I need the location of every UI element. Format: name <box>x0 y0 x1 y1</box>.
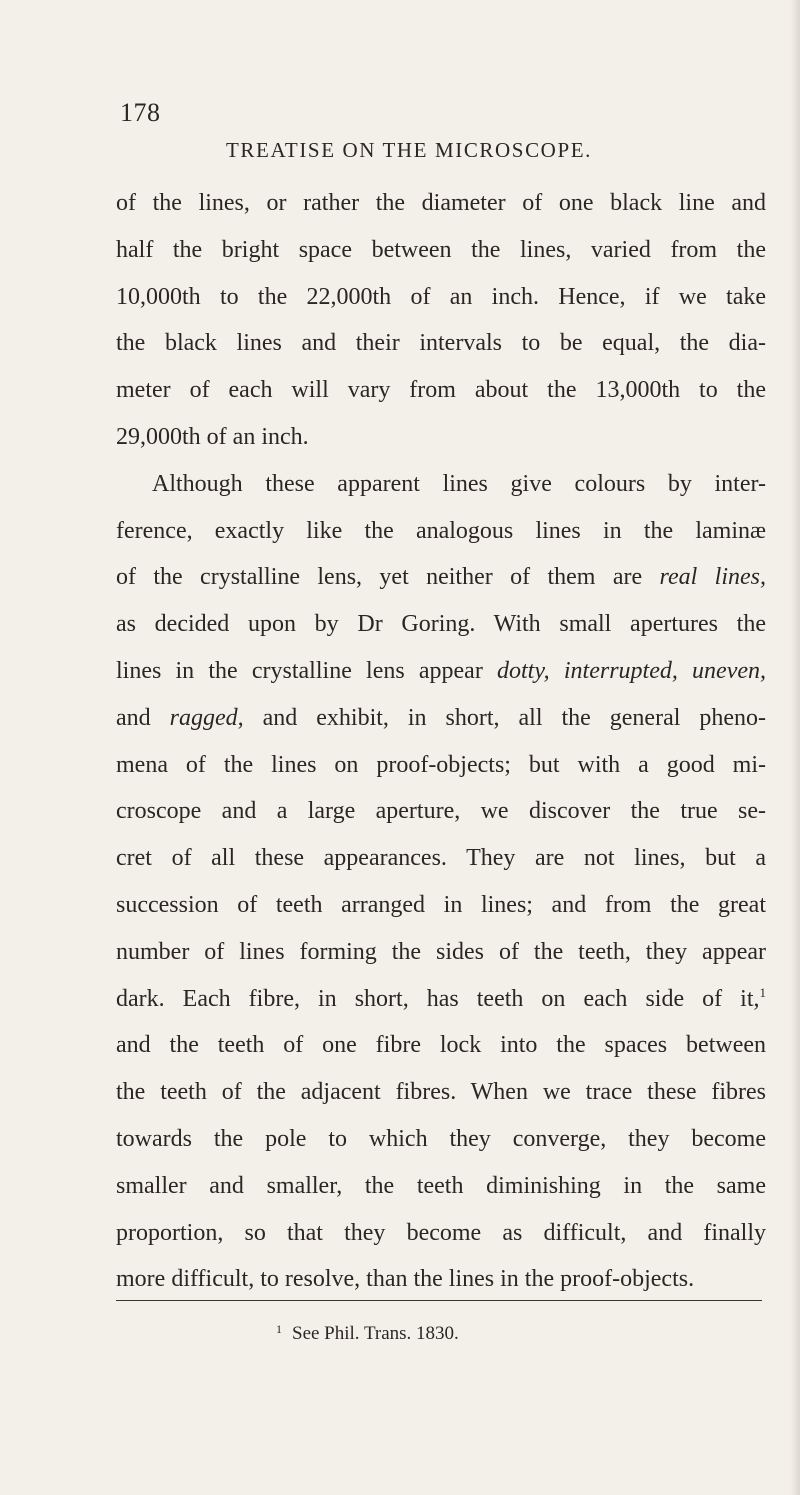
text-line: succession of teeth arranged in lines; and from the great <box>116 891 766 918</box>
text-line: the black lines and their intervals to be equal, the dia- <box>116 330 766 357</box>
text-segment: lines in the crystalline lens appear <box>116 657 498 684</box>
text-line: towards the pole to which they converge, they become <box>116 1125 766 1152</box>
text-segment: dark. Each fibre, in short, has teeth on each side of it, <box>116 985 760 1012</box>
text-line: of the lines, or rather the diameter of one black line and <box>116 190 766 216</box>
text-line <box>116 976 766 1023</box>
text-line: more difficult, to resolve, than the lines in the proof-objects. <box>116 1266 695 1293</box>
body-text <box>116 180 766 1303</box>
footnote-reference[interactable]: 1 <box>759 984 766 1000</box>
text-segment: of the crystalline lens, yet neither of them are <box>116 564 660 591</box>
text-line <box>116 695 766 742</box>
text-line: half the bright space between the lines, varied from the <box>116 236 766 263</box>
text-line: number of lines forming the sides of the teeth, they appear <box>116 938 766 965</box>
text-line: 10,000th to the 22,000th of an inch. Hence, if we take <box>116 283 766 310</box>
footnote-text: See Phil. Trans. 1830. <box>292 1323 459 1344</box>
text-line <box>116 648 766 695</box>
text-line: as decided upon by Dr Goring. With small apertures the <box>116 611 766 638</box>
italic-term: real lines, <box>659 564 766 591</box>
text-segment: and <box>116 704 170 731</box>
footnote-marker: 1 <box>276 1322 282 1336</box>
text-line: proportion, so that they become as difficult, and finally <box>116 1219 766 1246</box>
italic-term: dotty, interrupted, uneven, <box>497 657 766 684</box>
text-line: croscope and a large aperture, we discover the true se- <box>116 798 766 825</box>
text-line: ference, exactly like the analogous lines in the laminæ <box>116 517 766 544</box>
text-segment: and exhibit, in short, all the general pheno- <box>243 704 767 731</box>
text-line: meter of each will vary from about the 13,000th to the <box>116 377 766 404</box>
text-line: cret of all these appearances. They are not lines, but a <box>116 845 766 872</box>
text-line: the teeth of the adjacent fibres. When we trace these fibres <box>116 1079 766 1106</box>
page-edge-shadow <box>790 0 800 1495</box>
text-line: smaller and smaller, the teeth diminishing in the same <box>116 1172 766 1199</box>
italic-term: ragged, <box>169 704 244 731</box>
text-line <box>116 554 766 601</box>
text-line: 29,000th of an inch. <box>116 423 309 450</box>
running-title: TREATISE ON THE MICROSCOPE. <box>226 138 593 162</box>
text-line: mena of the lines on proof-objects; but with a good mi- <box>116 751 766 778</box>
text-line: and the teeth of one fibre lock into the spaces between <box>116 1032 766 1059</box>
footnote <box>276 1322 459 1345</box>
footnote-divider <box>116 1300 762 1301</box>
page-number: 178 <box>120 98 161 127</box>
text-line: Although these apparent lines give colours by inter- <box>152 470 766 497</box>
